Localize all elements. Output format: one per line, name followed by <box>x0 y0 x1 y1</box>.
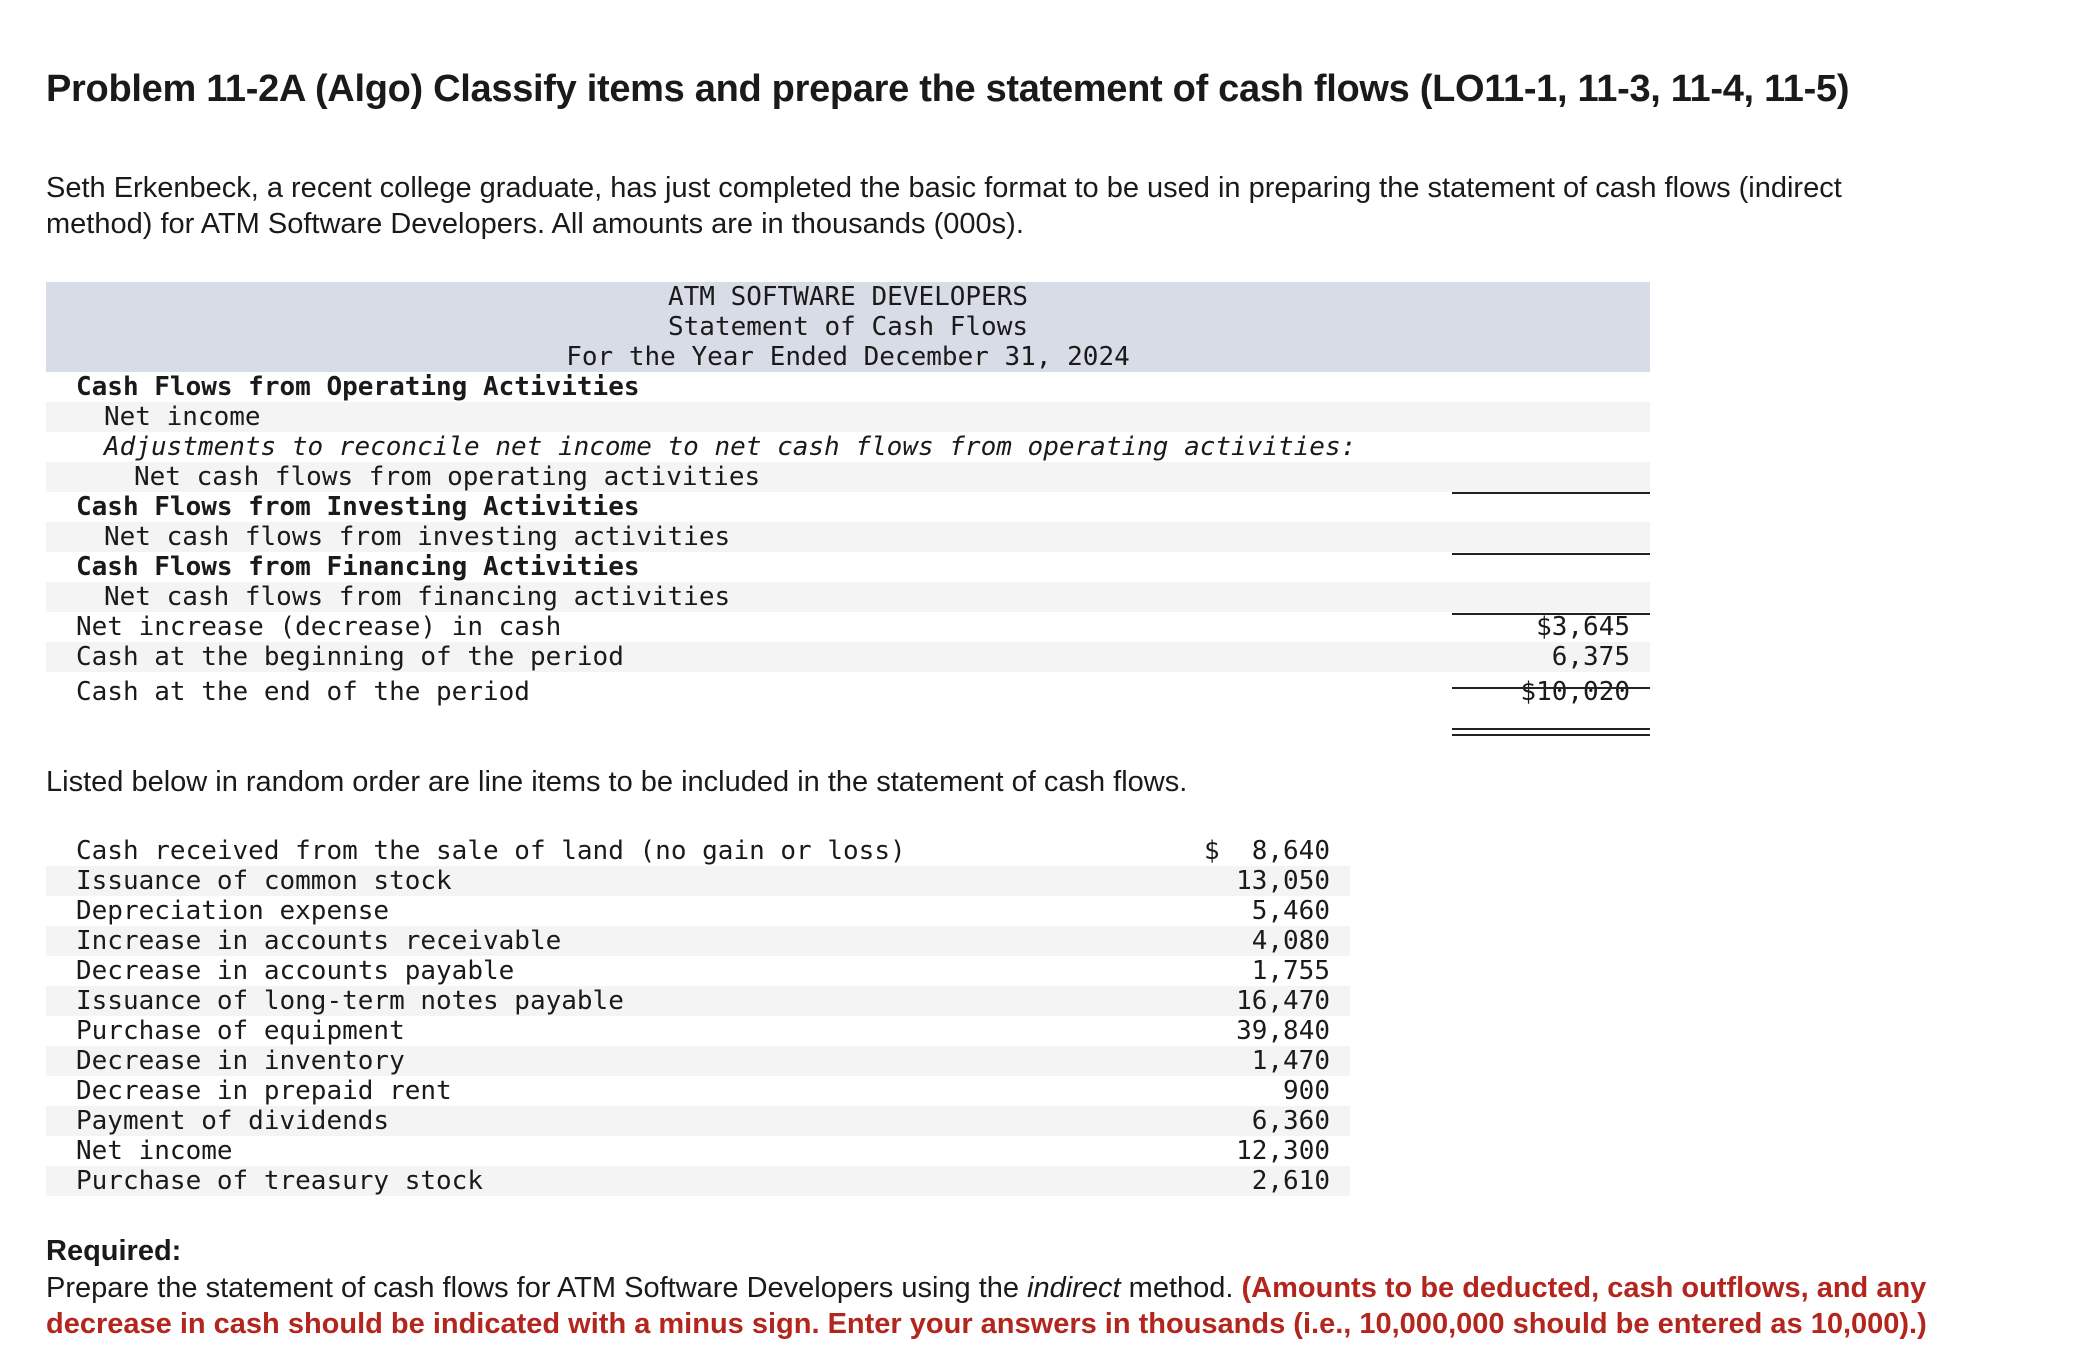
item-label: Decrease in inventory <box>76 1046 405 1076</box>
investing-heading-row <box>46 492 1650 522</box>
item-value: 13,050 <box>1236 866 1330 896</box>
net-investing-row <box>46 522 1650 552</box>
table-row <box>46 1016 1350 1046</box>
item-value: 8,640 <box>1251 836 1330 866</box>
page-title: Problem 11-2A (Algo) Classify items and prepare the statement of cash flows (LO11-1, 11-3, 11-4, 11-5) <box>46 68 1850 110</box>
adjustments-row <box>46 432 1650 462</box>
required-text-b: method. <box>1120 1272 1242 1304</box>
required-heading: Required: <box>46 1235 182 1267</box>
item-dollar-sign: $ <box>1204 836 1220 866</box>
item-value: 5,460 <box>1251 896 1330 926</box>
cash-end-row <box>46 672 1650 712</box>
item-label: Purchase of treasury stock <box>76 1166 483 1196</box>
net-increase-label: Net increase (decrease) in cash <box>76 612 562 642</box>
statement-of-cash-flows <box>46 282 1650 712</box>
net-investing-label: Net cash flows from investing activities <box>104 522 731 552</box>
table-row <box>46 926 1350 956</box>
table-row <box>46 866 1350 896</box>
net-income-row <box>46 402 1650 432</box>
item-label: Issuance of common stock <box>76 866 452 896</box>
item-label: Decrease in prepaid rent <box>76 1076 452 1106</box>
table-row <box>46 1046 1350 1076</box>
table-row <box>46 986 1350 1016</box>
net-operating-row <box>46 462 1650 492</box>
item-label: Net income <box>76 1136 233 1166</box>
statement-period: For the Year Ended December 31, 2024 <box>566 342 1130 372</box>
listed-items-intro: Listed below in random order are line items to be included in the statement of cash flows. <box>46 766 1188 798</box>
table-row <box>46 896 1350 926</box>
financing-heading: Cash Flows from Financing Activities <box>76 552 640 582</box>
operating-total-rule <box>1452 492 1650 494</box>
item-label: Increase in accounts receivable <box>76 926 562 956</box>
subtotal-rule <box>1452 687 1650 689</box>
item-value: 900 <box>1283 1076 1330 1106</box>
cash-end-amount: $10,020 <box>1520 677 1630 707</box>
item-value: 1,755 <box>1251 956 1330 986</box>
line-items-table <box>46 836 1350 1196</box>
intro-paragraph: Seth Erkenbeck, a recent college graduate, has just completed the basic format to be used in preparing the statement of cash flows (indirect method) for ATM Software Developers. All amounts are in thousands (000s). <box>46 172 1842 240</box>
financing-total-rule <box>1452 613 1650 615</box>
investing-heading: Cash Flows from Investing Activities <box>76 492 640 522</box>
required-instruction: (Amounts to be deducted, cash outflows, and any decrease in cash should be indicated with a minus sign. Enter your answers in thousands (i.e., 10,000,000 should be entered as 10,000).) <box>46 1272 1927 1340</box>
item-label: Purchase of equipment <box>76 1016 405 1046</box>
company-name: ATM SOFTWARE DEVELOPERS <box>667 282 1029 312</box>
required-text-emphasis: indirect <box>1027 1272 1121 1304</box>
item-value: 4,080 <box>1251 926 1330 956</box>
cash-beginning-amount: 6,375 <box>1551 642 1630 672</box>
net-income-label: Net income <box>104 402 261 432</box>
item-label: Depreciation expense <box>76 896 390 926</box>
item-value: 39,840 <box>1236 1016 1330 1046</box>
statement-header <box>46 282 1650 372</box>
operating-heading: Cash Flows from Operating Activities <box>76 372 640 402</box>
table-row <box>46 1076 1350 1106</box>
table-row <box>46 836 1350 866</box>
cash-end-label: Cash at the end of the period <box>76 677 530 707</box>
item-label: Decrease in accounts payable <box>76 956 515 986</box>
table-row <box>46 956 1350 986</box>
total-double-rule <box>1452 728 1650 736</box>
item-label: Issuance of long-term notes payable <box>76 986 624 1016</box>
financing-heading-row <box>46 552 1650 582</box>
table-row <box>46 1136 1350 1166</box>
item-value: 1,470 <box>1251 1046 1330 1076</box>
item-value: 16,470 <box>1236 986 1330 1016</box>
item-value: 6,360 <box>1251 1106 1330 1136</box>
adjustments-label: Adjustments to reconcile net income to net cash flows from operating activities: <box>104 432 1357 462</box>
required-text-a: Prepare the statement of cash flows for ATM Software Developers using the <box>46 1272 1028 1304</box>
statement-name: Statement of Cash Flows <box>667 312 1029 342</box>
net-increase-row <box>46 612 1650 642</box>
net-increase-amount: $3,645 <box>1536 612 1630 642</box>
item-value: 2,610 <box>1251 1166 1330 1196</box>
item-label: Payment of dividends <box>76 1106 390 1136</box>
required-text <box>46 1270 1946 1342</box>
net-financing-row <box>46 582 1650 612</box>
cash-beginning-label: Cash at the beginning of the period <box>76 642 624 672</box>
net-financing-label: Net cash flows from financing activities <box>104 582 731 612</box>
table-row <box>46 1106 1350 1136</box>
cash-beginning-row <box>46 642 1650 672</box>
investing-total-rule <box>1452 553 1650 555</box>
net-operating-label: Net cash flows from operating activities <box>134 462 761 492</box>
item-label: Cash received from the sale of land (no gain or loss) <box>76 836 906 866</box>
table-row <box>46 1166 1350 1196</box>
item-value: 12,300 <box>1236 1136 1330 1166</box>
operating-heading-row <box>46 372 1650 402</box>
